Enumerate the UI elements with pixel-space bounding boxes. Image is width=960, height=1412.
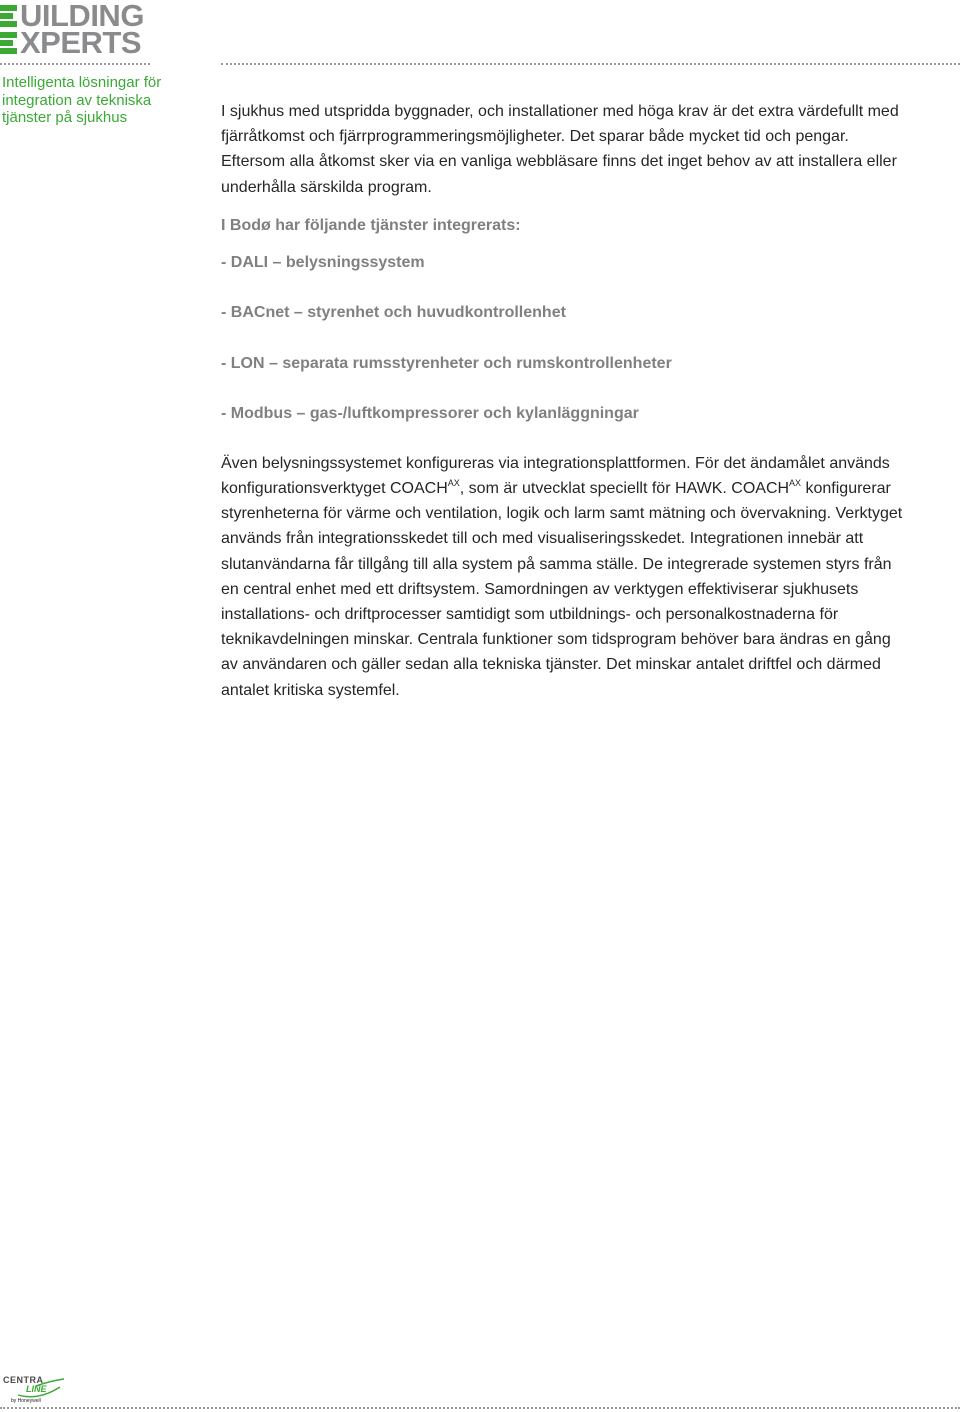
body-text-part-1: Även belysningssystemet konfigureras via integrationsplattformen. För det ändamålet används konfigurationsverktyget COACH	[221, 454, 890, 498]
logo-line-experts	[0, 25, 144, 60]
centraline-logo	[2, 1373, 66, 1405]
coach-superscript-2: AX	[789, 478, 802, 489]
body-paragraph	[221, 451, 911, 703]
body-text-part-2: , som är utvecklat speciellt för HAWK. COACH	[459, 480, 790, 498]
building-experts-logo	[0, 0, 144, 60]
sidebar-title: Intelligenta lösningar för integration av tekniska tjänster på sjukhus	[2, 74, 162, 126]
services-heading: I Bodø har följande tjänster integrerats:	[221, 216, 521, 234]
header-divider-right	[221, 63, 960, 65]
logo-text-building: UILDING	[20, 0, 144, 33]
header-divider-left	[0, 63, 150, 65]
main-content	[221, 99, 911, 703]
centraline-byline: by Honeywell	[11, 1398, 41, 1404]
logo-e-mark-icon	[0, 31, 19, 55]
service-item-modbus: - Modbus – gas-/luftkompressorer och kylanläggningar	[221, 405, 639, 423]
logo-b-mark-icon	[0, 4, 19, 28]
centraline-logo-text-top: CENTRA	[3, 1375, 44, 1385]
intro-paragraph: I sjukhus med utspridda byggnader, och installationer med höga krav är det extra värdefullt med fjärråtkomst och fjärrprogrammeringsmöjligheter. Det sparar både mycket tid och pengar. Eftersom alla åtkomst sker via en vanliga webbläsare finns det inget behov av att installera eller underhålla särskilda program.	[221, 103, 899, 196]
coach-superscript-1: AX	[447, 478, 460, 489]
service-item-bacnet: - BACnet – styrenhet och huvudkontrollenhet	[221, 304, 566, 322]
footer-divider	[0, 1407, 960, 1409]
centraline-logo-text-bottom: LINE	[26, 1384, 47, 1394]
service-item-lon: - LON – separata rumsstyrenheter och rumskontrollenheter	[221, 354, 672, 372]
service-item-dali: - DALI – belysningssystem	[221, 253, 425, 271]
logo-text-experts: XPERTS	[20, 25, 142, 60]
body-text-part-3: konfigurerar styrenheterna för värme och ventilation, logik och larm samt mätning och övervakning. Verktyget används från integrationsskedet till och med visualiseringsskedet. Integrationen innebär att slutanvändarna får tillgång till alla system på samma ställe. De integrerade systemen styrs från en central enhet med ett driftsystem. Samordningen av verktygen effektiviserar sjukhusets installations- och driftprocesser samtidigt som utbildnings- och personalkostnaderna för teknikavdelningen minskar. Centrala funktioner som tidsprogram behöver bara ändras en gång av användaren och gäller sedan alla tekniska tjänster. Det minskar antalet driftfel och därmed antalet kritiska systemfel.	[221, 480, 903, 699]
